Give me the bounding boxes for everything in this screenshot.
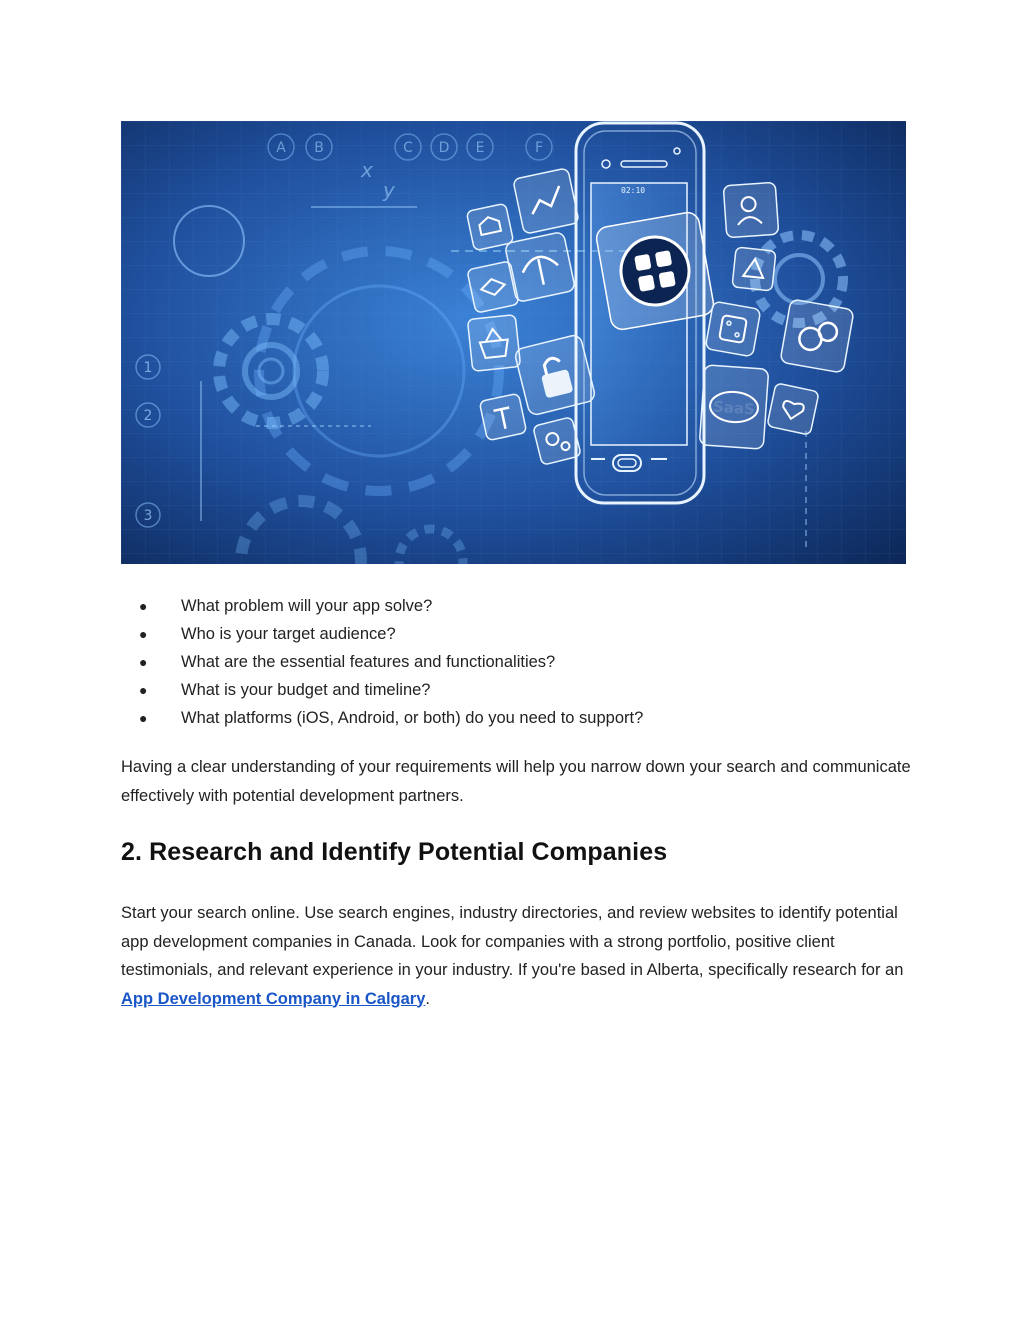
list-item-text: What is your budget and timeline? — [181, 681, 431, 699]
axis-y-label: y — [383, 178, 395, 202]
ruler-tile-icon — [732, 247, 776, 291]
research-paragraph-text: Start your search online. Use search engines, industry directories, and review websites to identify potential app development companies in Canada. Look for companies with a strong portfolio, positive client testimonials, and relevant experience in your industry. If you're based in Alberta, specifically research for an — [121, 904, 904, 979]
list-item — [121, 648, 921, 676]
list-item — [121, 704, 921, 732]
chart-tile-icon — [513, 168, 579, 234]
building-tile-icon — [466, 203, 513, 250]
grid-letter: F — [534, 140, 544, 156]
row-number-label: 2 — [143, 408, 153, 424]
heart-tile-icon — [767, 383, 819, 435]
gears-tile-icon — [533, 417, 581, 465]
list-item-text: What problem will your app solve? — [181, 597, 433, 615]
axis-x-label: x — [361, 158, 373, 182]
calgary-company-link[interactable]: App Development Company in Calgary — [121, 989, 426, 1008]
users-tile-icon — [723, 182, 779, 238]
phone-clock: 02:10 — [621, 186, 646, 195]
section-heading: 2. Research and Identify Potential Companies — [121, 838, 668, 866]
basket-tile-icon — [467, 315, 520, 372]
list-item — [121, 592, 921, 620]
app-grid-icon — [595, 211, 715, 331]
graduation-tile-icon — [467, 261, 519, 313]
grid-letter: E — [475, 140, 485, 156]
list-item-text: What platforms (iOS, Android, or both) do you need to support? — [181, 709, 644, 727]
currency-tile-icon — [780, 299, 854, 373]
requirements-summary-paragraph: Having a clear understanding of your requirements will help you narrow down your search and communicate effectively with potential development partners. — [121, 758, 911, 805]
grid-letter: A — [276, 140, 286, 156]
grid-letter: C — [403, 140, 413, 156]
bullet-icon: ● — [139, 710, 148, 726]
grid-letter: D — [438, 140, 450, 156]
list-item — [121, 676, 921, 704]
mobile-app-illustration — [121, 121, 906, 564]
bullet-icon: ● — [139, 654, 148, 670]
list-item — [121, 620, 921, 648]
requirements-question-list — [121, 592, 921, 732]
list-item-text: Who is your target audience? — [181, 625, 396, 643]
research-paragraph — [121, 899, 911, 1013]
hammer-tile-icon — [479, 393, 526, 440]
row-number-label: 3 — [143, 508, 153, 524]
hero-image — [121, 121, 906, 564]
saas-label: SaaS — [712, 397, 756, 419]
bullet-icon: ● — [139, 626, 148, 642]
row-number-label: 1 — [143, 360, 153, 376]
bullet-icon: ● — [139, 598, 148, 614]
dice-tile-icon — [705, 301, 761, 357]
list-item-text: What are the essential features and functionalities? — [181, 653, 556, 671]
grid-letter: B — [314, 140, 324, 156]
saas-cloud-icon — [699, 365, 768, 449]
research-paragraph-end: . — [425, 989, 430, 1008]
bullet-icon: ● — [139, 682, 148, 698]
